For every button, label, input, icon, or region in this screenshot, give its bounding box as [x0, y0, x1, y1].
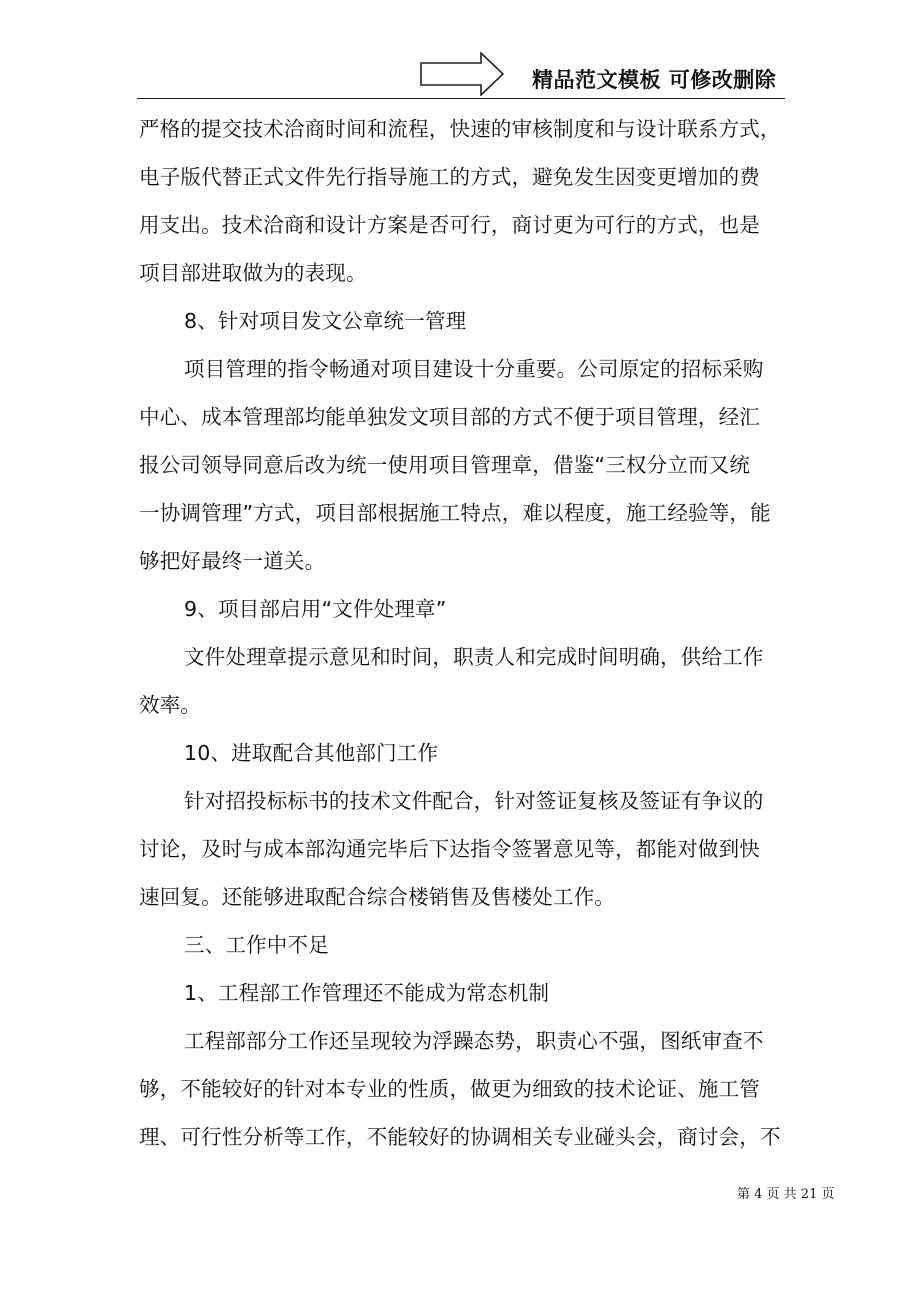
paragraph-line: 中心、成本管理部均能单独发文项目部的方式不便于项目管理，经汇: [139, 405, 760, 429]
section-heading: 10、进取配合其他部门工作: [184, 741, 439, 765]
paragraph-line: 速回复。还能够进取配合综合楼销售及售楼处工作。: [139, 885, 616, 909]
paragraph-line: 够把好最终一道关。: [139, 549, 326, 573]
paragraph-line: 够，不能较好的针对本专业的性质，做更为细致的技术论证、施工管: [139, 1077, 760, 1101]
paragraph-line: 理、可行性分析等工作，不能较好的协调相关专业碰头会，商讨会，不: [139, 1125, 781, 1149]
paragraph-line: 文件处理章提示意见和时间，职责人和完成时间明确，供给工作: [184, 645, 764, 669]
paragraph-line: 一协调管理”方式，项目部根据施工特点，难以程度，施工经验等，能: [139, 501, 771, 525]
arrow-right-outline-icon: [420, 52, 504, 96]
page-number: 第 4 页 共 21 页: [737, 1187, 835, 1202]
paragraph-line: 报公司领导同意后改为统一使用项目管理章，借鉴“三权分立而又统: [139, 453, 751, 477]
header-divider: [137, 98, 785, 99]
paragraph-line: 用支出。技术洽商和设计方案是否可行，商讨更为可行的方式，也是: [139, 213, 760, 237]
header-label: 精品范文模板 可修改删除: [532, 68, 777, 92]
section-heading: 1、工程部工作管理还不能成为常态机制: [184, 981, 550, 1005]
paragraph-line: 针对招投标标书的技术文件配合，针对签证复核及签证有争议的: [184, 789, 764, 813]
paragraph-line: 严格的提交技术洽商时间和流程，快速的审核制度和与设计联系方式，: [139, 117, 781, 141]
section-heading: 8、针对项目发文公章统一管理: [184, 309, 467, 333]
paragraph-line: 工程部部分工作还呈现较为浮躁态势，职责心不强，图纸审查不: [184, 1029, 764, 1053]
paragraph-line: 效率。: [139, 693, 202, 717]
paragraph-line: 讨论，及时与成本部沟通完毕后下达指令签署意见等，都能对做到快: [139, 837, 760, 861]
paragraph-line: 项目管理的指令畅通对项目建设十分重要。公司原定的招标采购: [184, 357, 764, 381]
section-heading: 9、项目部启用“文件处理章”: [184, 597, 447, 621]
paragraph-line: 电子版代替正式文件先行指导施工的方式，避免发生因变更增加的费: [139, 165, 760, 189]
section-heading: 三、工作中不足: [184, 933, 329, 957]
paragraph-line: 项目部进取做为的表现。: [139, 261, 367, 285]
